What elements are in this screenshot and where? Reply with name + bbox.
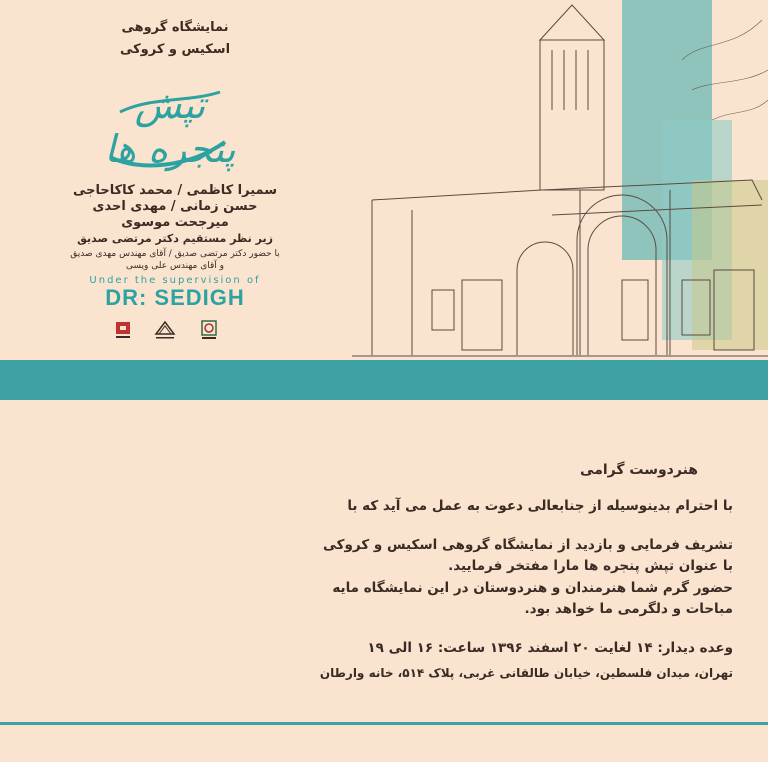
exhibition-theme: اسکیس و کروکی — [119, 42, 231, 57]
exhibition-type: نمایشگاه گروهی — [121, 20, 229, 35]
sponsor-logos — [112, 318, 222, 344]
supervisor-name-en: DR: SEDIGH — [105, 285, 245, 310]
artists-list — [0, 183, 350, 231]
invitation-text — [0, 400, 768, 730]
title-calligraphy — [100, 72, 240, 182]
artists-line: سمیرا کاظمی / محمد کاکاحاجی — [72, 183, 278, 198]
event-date: وعده دیدار: ۱۴ لغایت ۲۰ اسفند ۱۳۹۶ ساعت: ۱۶ الی ۱۹ — [367, 640, 733, 656]
artists-line: میرجحت موسوی — [121, 215, 229, 230]
invitation-line: مباحات و دلگرمی ما خواهد بود. — [524, 601, 733, 617]
supervision-en: Under the supervision of — [89, 275, 261, 286]
sponsor-logo-1-icon — [112, 318, 134, 342]
poster-header — [0, 0, 768, 360]
invitation-line: با احترام بدینوسیله از جنابعالی دعوت به عمل می آید که با — [347, 498, 733, 514]
invitation-line: حضور گرم شما هنرمندان و هنردوستان در این نمایشگاه مایه — [332, 580, 733, 596]
sponsor-logo-3-icon — [198, 318, 220, 342]
artists-line: حسن زمانی / مهدی احدی — [92, 199, 258, 214]
event-address: تهران، میدان فلسطین، خیابان طالقانی غربی، پلاک ۵۱۴، خانه وارطان — [319, 666, 733, 680]
bottom-divider — [0, 722, 768, 725]
greeting: هنردوست گرامی — [580, 462, 698, 478]
accent-band — [0, 360, 768, 400]
presence-line: با حضور دکتر مرتضی صدیق / آقای مهندس مهدی صدیق — [70, 249, 280, 259]
sponsor-logo-2-icon — [154, 318, 176, 342]
poster-text-panel — [0, 0, 350, 360]
presence-line: و آقای مهندس علی ویسی — [125, 261, 224, 271]
invitation-line: تشریف فرمایی و بازدید از نمایشگاه گروهی اسکیس و کروکی — [323, 537, 733, 553]
supervision-fa: زیر نظر مستقیم دکتر مرتضی صدیق — [77, 232, 273, 245]
invitation-line: با عنوان تپش پنجره ها مارا مفتخر فرمایید. — [448, 558, 733, 574]
title-text: تپش پنجره ها — [104, 83, 236, 171]
building-sketch — [352, 0, 768, 360]
